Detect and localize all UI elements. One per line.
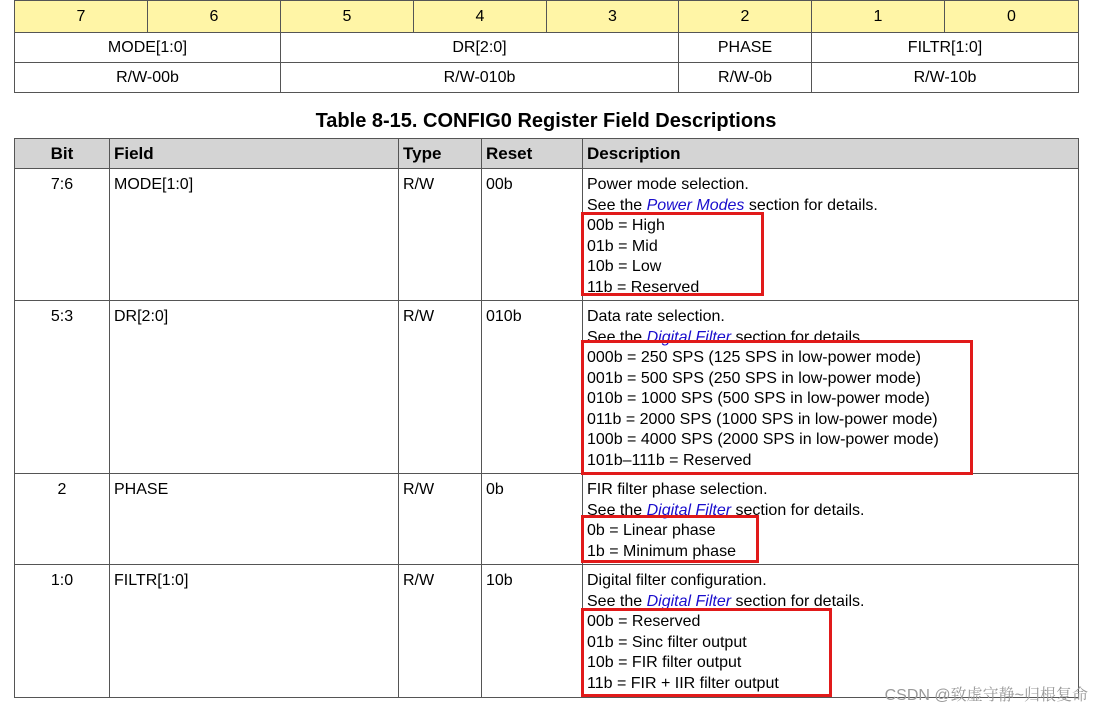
- see-suffix: section for details.: [731, 592, 865, 610]
- row-description: [583, 565, 1079, 698]
- header-reset: Reset: [482, 139, 583, 169]
- access-phase: R/W-0b: [679, 63, 812, 93]
- row-field: FILTR[1:0]: [110, 565, 399, 698]
- desc-see-line: [587, 592, 1074, 613]
- row-description: [583, 169, 1079, 301]
- field-mode: MODE[1:0]: [15, 33, 281, 63]
- digital-filter-link[interactable]: Digital Filter: [646, 328, 732, 346]
- table-caption: Table 8-15. CONFIG0 Register Field Descriptions: [315, 110, 777, 132]
- row-field: DR[2:0]: [110, 301, 399, 474]
- header-description: Description: [583, 139, 1079, 169]
- option-line: 100b = 4000 SPS (2000 SPS in low-power mode): [587, 431, 939, 448]
- option-line: 11b = Reserved: [587, 278, 700, 296]
- table-row: [15, 565, 1079, 698]
- desc-title: Data rate selection.: [587, 308, 725, 325]
- option-line: 000b = 250 SPS (125 SPS in low-power mode): [587, 349, 921, 366]
- desc-see-line: [587, 328, 1074, 349]
- table-row: [15, 169, 1079, 301]
- row-reset: 10b: [482, 565, 583, 698]
- see-prefix: See the: [587, 501, 647, 519]
- row-bit: 5:3: [15, 301, 110, 474]
- row-bit: 1:0: [15, 565, 110, 698]
- option-line: 011b = 2000 SPS (1000 SPS in low-power mode): [587, 410, 938, 428]
- bit-7: 7: [15, 1, 148, 33]
- bit-1: 1: [812, 1, 945, 33]
- table-row: [15, 474, 1079, 565]
- field-name-row: [15, 33, 1079, 63]
- option-line: 10b = Low: [587, 258, 662, 275]
- row-field: MODE[1:0]: [110, 169, 399, 301]
- power-modes-link[interactable]: Power Modes: [646, 196, 745, 214]
- field-filtr: FILTR[1:0]: [812, 33, 1079, 63]
- see-prefix: See the: [587, 196, 647, 214]
- option-line: 11b = FIR + IIR filter output: [587, 674, 779, 692]
- field-dr: DR[2:0]: [281, 33, 679, 63]
- bit-4: 4: [414, 1, 547, 33]
- row-type: R/W: [399, 565, 482, 698]
- option-line: 010b = 1000 SPS (500 SPS in low-power mode): [587, 390, 930, 407]
- row-description: [583, 301, 1079, 474]
- digital-filter-link[interactable]: Digital Filter: [646, 501, 732, 519]
- desc-title: Digital filter configuration.: [587, 572, 767, 589]
- register-bitmap: [14, 0, 1079, 93]
- row-type: R/W: [399, 169, 482, 301]
- access-dr: R/W-010b: [281, 63, 679, 93]
- option-line: 101b–111b = Reserved: [587, 451, 752, 469]
- option-line: 001b = 500 SPS (250 SPS in low-power mode): [587, 369, 921, 387]
- access-row: [15, 63, 1079, 93]
- row-reset: 010b: [482, 301, 583, 474]
- header-bit: Bit: [15, 139, 110, 169]
- see-suffix: section for details.: [731, 328, 865, 346]
- option-line: 00b = Reserved: [587, 613, 701, 630]
- bit-2: 2: [679, 1, 812, 33]
- row-type: R/W: [399, 474, 482, 565]
- see-suffix: section for details.: [744, 196, 878, 214]
- see-suffix: section for details.: [731, 501, 865, 519]
- bit-5: 5: [281, 1, 414, 33]
- digital-filter-link[interactable]: Digital Filter: [646, 592, 732, 610]
- access-filtr: R/W-10b: [812, 63, 1079, 93]
- desc-title: FIR filter phase selection.: [587, 481, 768, 498]
- desc-see-line: [587, 196, 1074, 217]
- option-line: 0b = Linear phase: [587, 522, 716, 539]
- watermark: CSDN @致虚守静~归根复命: [884, 687, 1088, 704]
- see-prefix: See the: [587, 328, 647, 346]
- desc-title: Power mode selection.: [587, 176, 749, 193]
- header-field: Field: [110, 139, 399, 169]
- field-phase: PHASE: [679, 33, 812, 63]
- access-mode: R/W-00b: [15, 63, 281, 93]
- table-row: [15, 301, 1079, 474]
- header-row: [15, 139, 1079, 169]
- see-prefix: See the: [587, 592, 647, 610]
- bit-6: 6: [148, 1, 281, 33]
- option-line: 00b = High: [587, 217, 665, 234]
- row-reset: 0b: [482, 474, 583, 565]
- option-line: 10b = FIR filter output: [587, 654, 742, 671]
- desc-see-line: [587, 501, 1074, 522]
- row-reset: 00b: [482, 169, 583, 301]
- row-field: PHASE: [110, 474, 399, 565]
- bit-3: 3: [547, 1, 679, 33]
- option-line: 1b = Minimum phase: [587, 542, 736, 560]
- bit-number-row: [15, 1, 1079, 33]
- bit-0: 0: [945, 1, 1079, 33]
- row-bit: 2: [15, 474, 110, 565]
- row-bit: 7:6: [15, 169, 110, 301]
- header-type: Type: [399, 139, 482, 169]
- field-description-table: [14, 138, 1079, 698]
- option-line: 01b = Sinc filter output: [587, 633, 747, 651]
- row-description: [583, 474, 1079, 565]
- row-type: R/W: [399, 301, 482, 474]
- option-line: 01b = Mid: [587, 237, 658, 255]
